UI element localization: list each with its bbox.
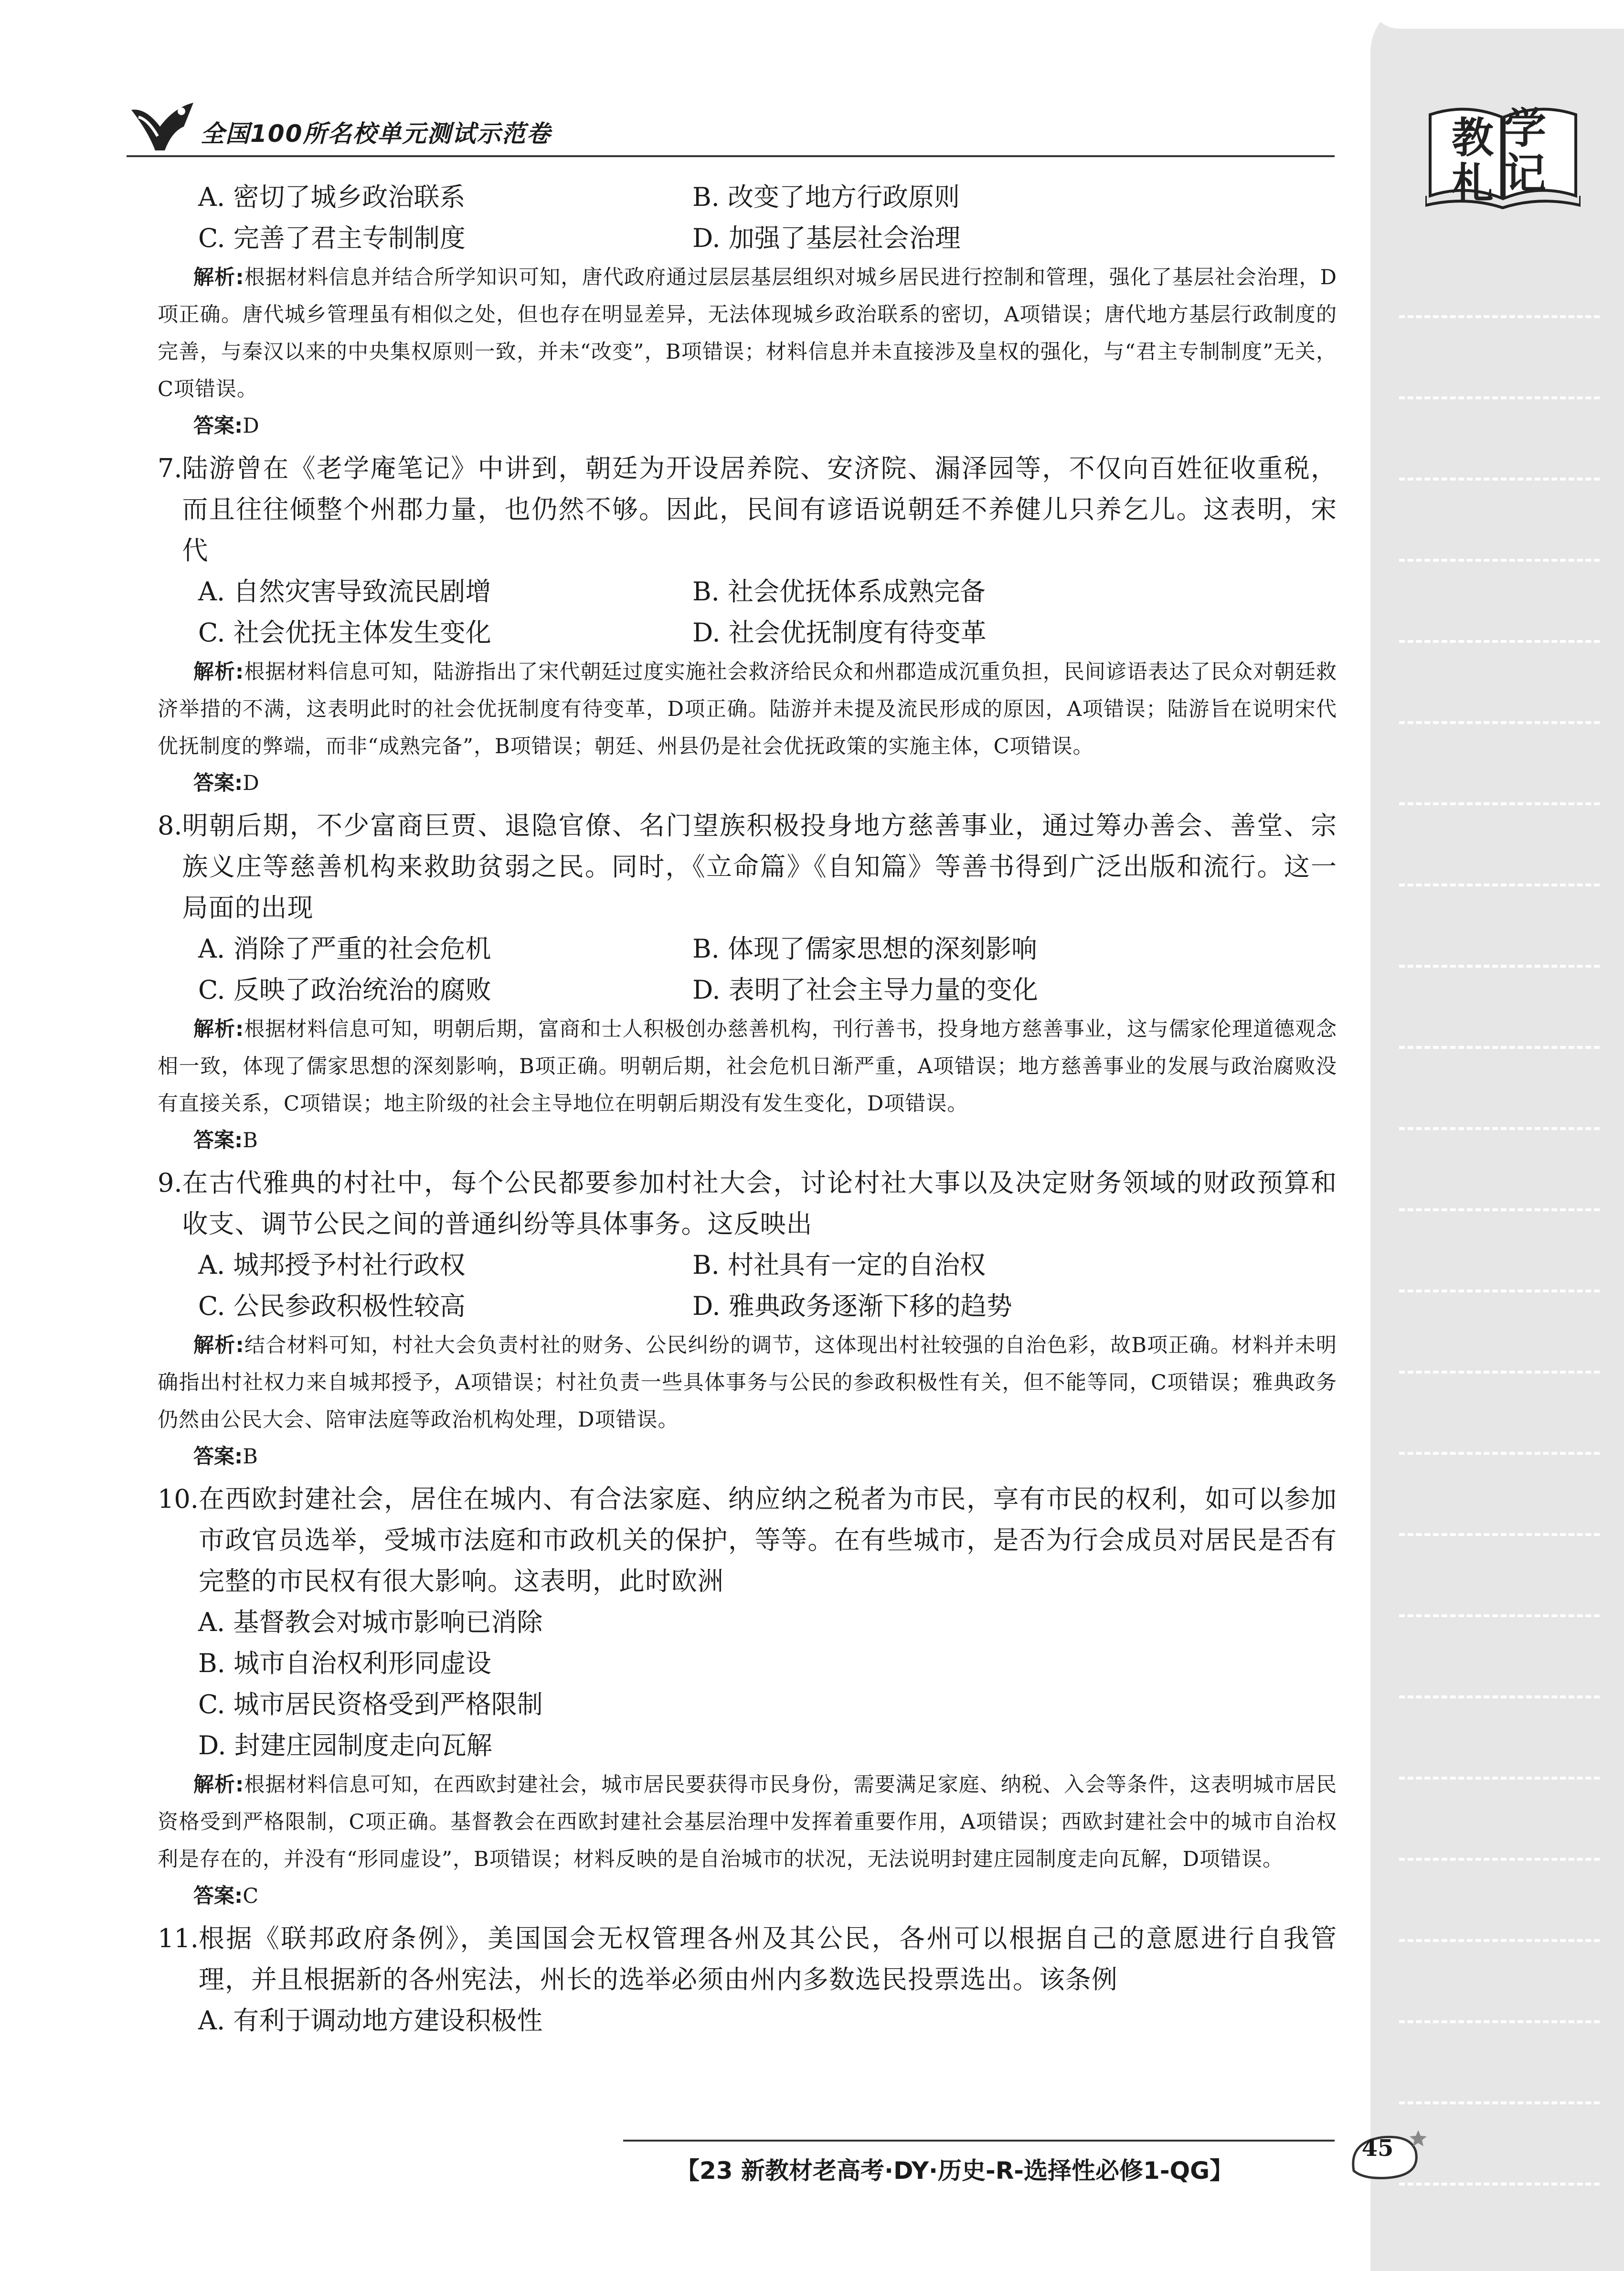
- question: [158, 1479, 1337, 1602]
- option: B. 村社具有一定的自治权: [692, 1250, 986, 1280]
- option: B. 改变了地方行政原则: [692, 182, 960, 212]
- question: [158, 1162, 1337, 1245]
- note-line: [1399, 1777, 1600, 1780]
- analysis: [158, 1766, 1337, 1878]
- note-line: [1399, 1208, 1600, 1211]
- question: [158, 805, 1337, 928]
- question: [158, 448, 1337, 571]
- note-line: [1399, 396, 1600, 399]
- option: A. 有利于调动地方建设积极性: [198, 2005, 543, 2036]
- note-line: [1399, 884, 1600, 886]
- note-line: [1399, 1939, 1600, 1942]
- page-number: 45: [1361, 2135, 1394, 2162]
- answer-label: 答案:: [193, 1129, 243, 1152]
- option: C. 社会优抚主体发生变化: [198, 618, 491, 648]
- option: A. 密切了城乡政治联系: [198, 182, 466, 212]
- analysis-label: 解析:: [193, 1333, 244, 1357]
- note-line: [1399, 2020, 1600, 2023]
- analysis-text: 根据材料信息可知，陆游指出了宋代朝廷过度实施社会救济给民众和州郡造成沉重负担，民间谚语表达了民众对朝廷救济举措的不满，这表明此时的社会优抚制度有待变革，D项正确。陆游并未提及流民形成的原因，A项错误；陆游旨在说明宋代优抚制度的弊端，而非“成熟完备”，B项错误；朝廷、州县仍是社会优抚政策的实施主体，C项错误。: [158, 660, 1337, 758]
- option: B. 社会优抚体系成熟完备: [692, 576, 986, 607]
- options-row: [158, 1286, 1337, 1327]
- note-line: [1399, 478, 1600, 480]
- options-row: [158, 571, 1337, 612]
- analysis-label: 解析:: [193, 1773, 244, 1797]
- answer-label: 答案:: [193, 1884, 243, 1908]
- question-number: 9.: [158, 1168, 182, 1198]
- header-divider: [127, 155, 1335, 157]
- question-number: 11.: [158, 1923, 199, 1953]
- note-line: [1399, 1371, 1600, 1374]
- question-stem: 在西欧封建社会，居住在城内、有合法家庭、纳应纳之税者为市民，享有市民的权利，如可以参加市政官员选举，受城市法庭和市政机关的保护，等等。在有些城市，是否为行会成员对居民是否有完整的市民权有很大影响。这表明，此时欧洲: [198, 1484, 1337, 1596]
- question-number: 7.: [158, 453, 182, 483]
- open-book-icon: [1425, 100, 1581, 210]
- options-row: [158, 928, 1337, 970]
- analysis: [158, 1327, 1337, 1439]
- analysis-label: 解析:: [193, 1017, 244, 1041]
- analysis-text: 根据材料信息可知，在西欧封建社会，城市居民要获得市民身份，需要满足家庭、纳税、入会等条件，这表明城市居民资格受到严格限制，C项正确。基督教会在西欧封建社会基层治理中发挥着重要作用，A项错误；西欧封建社会中的城市自治权利是存在的，并没有“形同虚设”，B项错误；材料反映的是自治城市的状况，无法说明封建庄园制度走向瓦解，D项错误。: [158, 1773, 1337, 1871]
- option: B. 体现了儒家思想的深刻影响: [692, 934, 1038, 964]
- note-line: [1399, 1452, 1600, 1455]
- side-label-char: 札: [1452, 159, 1494, 208]
- analysis-text: 根据材料信息可知，明朝后期，富商和士人积极创办慈善机构，刊行善书，投身地方慈善事业，这与儒家伦理道德观念相一致，体现了儒家思想的深刻影响，B项正确。明朝后期，社会危机日渐严重，A项错误；地方慈善事业的发展与政治腐败没有直接关系，C项错误；地主阶级的社会主导地位在明朝后期没有发生变化，D项错误。: [158, 1017, 1337, 1116]
- answer-label: 答案:: [193, 1445, 243, 1469]
- answer: [158, 408, 1337, 444]
- option: D. 社会优抚制度有待变革: [692, 618, 987, 648]
- answer-value: D: [243, 414, 259, 438]
- note-line: [1399, 1290, 1600, 1292]
- option: A. 消除了严重的社会危机: [198, 934, 491, 964]
- side-label-char: 教: [1452, 113, 1494, 162]
- note-line: [1399, 1127, 1600, 1130]
- option: D. 封建庄园制度走向瓦解: [198, 1730, 492, 1760]
- question-number: 8.: [158, 810, 182, 841]
- options-row: [158, 1245, 1337, 1286]
- analysis-text: 结合材料可知，村社大会负责村社的财务、公民纠纷的调节，这体现出村社较强的自治色彩，故B项正确。材料并未明确指出村社权力来自城邦授予，A项错误；村社负责一些具体事务与公民的参政积极性有关，但不能等同，C项错误；雅典政务仍然由公民大会、陪审法庭等政治机构处理，D项错误。: [158, 1333, 1337, 1432]
- analysis-label: 解析:: [193, 660, 244, 684]
- note-line: [1399, 640, 1600, 643]
- analysis-text: 根据材料信息并结合所学知识可知，唐代政府通过层层基层组织对城乡居民进行控制和管理，强化了基层社会治理，D项正确。唐代城乡管理虽有相似之处，但也存在明显差异，无法体现城乡政治联系的密切，A项错误；唐代地方基层行政制度的完善，与秦汉以来的中央集权原则一致，并未“改变”，B项错误；材料信息并未直接涉及皇权的强化，与“君主专制制度”无关，C项错误。: [158, 266, 1337, 401]
- options-row: [158, 177, 1337, 218]
- option: C. 反映了政治统治的腐败: [198, 975, 491, 1005]
- option: C. 公民参政积极性较高: [198, 1291, 466, 1321]
- question-stem: 明朝后期，不少富商巨贾、退隐官僚、名门望族积极投身地方慈善事业，通过筹办善会、善堂、宗族义庄等慈善机构来救助贫弱之民。同时，《立命篇》《自知篇》等善书得到广泛出版和流行。这一局面的出现: [182, 810, 1337, 923]
- note-line: [1399, 965, 1600, 968]
- note-line: [1399, 1614, 1600, 1617]
- note-line: [1399, 1695, 1600, 1698]
- answer-label: 答案:: [193, 771, 243, 795]
- question-content: [158, 177, 1337, 2041]
- side-label-char: 记: [1504, 149, 1547, 198]
- option: A. 城邦授予村社行政权: [198, 1250, 466, 1280]
- analysis-label: 解析:: [193, 266, 244, 289]
- note-line: [1399, 721, 1600, 724]
- answer-value: D: [243, 771, 259, 795]
- option: A. 自然灾害导致流民剧增: [198, 576, 491, 607]
- footer-divider: [623, 2140, 1335, 2142]
- note-column: [1370, 0, 1624, 2271]
- answer-value: B: [243, 1129, 258, 1152]
- series-code: 【23 新教材老高考·DY·历史-R-选择性必修1-QG】: [676, 2157, 1234, 2185]
- option: C. 完善了君主专制制度: [198, 223, 466, 253]
- question-stem: 根据《联邦政府条例》，美国国会无权管理各州及其公民，各州可以根据自己的意愿进行自我管理，并且根据新的各州宪法，州长的选举必须由州内多数选民投票选出。该条例: [198, 1923, 1337, 1994]
- answer-value: B: [243, 1445, 258, 1469]
- option: D. 表明了社会主导力量的变化: [692, 975, 1038, 1005]
- question-number: 10.: [158, 1484, 199, 1514]
- option: D. 雅典政务逐渐下移的趋势: [692, 1291, 1012, 1321]
- brand-logo: [127, 98, 198, 162]
- side-label-char: 学: [1504, 104, 1547, 153]
- option: D. 加强了基层社会治理: [692, 223, 961, 253]
- option: A. 基督教会对城市影响已消除: [198, 1607, 543, 1637]
- note-line: [1399, 802, 1600, 805]
- question: [158, 1918, 1337, 2000]
- answer: [158, 1122, 1337, 1159]
- answer-label: 答案:: [193, 414, 243, 438]
- option: C. 城市居民资格受到严格限制: [198, 1689, 543, 1719]
- options-row: [158, 970, 1337, 1011]
- question-stem: 在古代雅典的村社中，每个公民都要参加村社大会，讨论村社大事以及决定财务领域的财政预算和收支、调节公民之间的普通纠纷等具体事务。这反映出: [182, 1168, 1337, 1239]
- answer: [158, 765, 1337, 801]
- book-bird-logo-icon: [127, 98, 198, 162]
- notes-book-emblem: [1425, 100, 1581, 210]
- note-line: [1399, 1046, 1600, 1049]
- note-line: [1399, 1858, 1600, 1861]
- note-line: [1399, 1533, 1600, 1536]
- analysis: [158, 653, 1337, 765]
- series-title: 全国100所名校单元测试示范卷: [201, 120, 552, 148]
- options-row: [158, 218, 1337, 259]
- analysis: [158, 1011, 1337, 1122]
- answer: [158, 1878, 1337, 1914]
- analysis: [158, 259, 1337, 408]
- question-stem: 陆游曾在《老学庵笔记》中讲到，朝廷为开设居养院、安济院、漏泽园等，不仅向百姓征收重税，而且往往倾整个州郡力量，也仍然不够。因此，民间有谚语说朝廷不养健儿只养乞儿。这表明，宋代: [182, 453, 1337, 565]
- answer-value: C: [243, 1884, 259, 1908]
- note-line: [1399, 559, 1600, 562]
- answer: [158, 1439, 1337, 1475]
- note-line: [1399, 2101, 1600, 2104]
- options-row: [158, 612, 1337, 653]
- note-line: [1399, 315, 1600, 318]
- option: B. 城市自治权利形同虚设: [198, 1648, 492, 1678]
